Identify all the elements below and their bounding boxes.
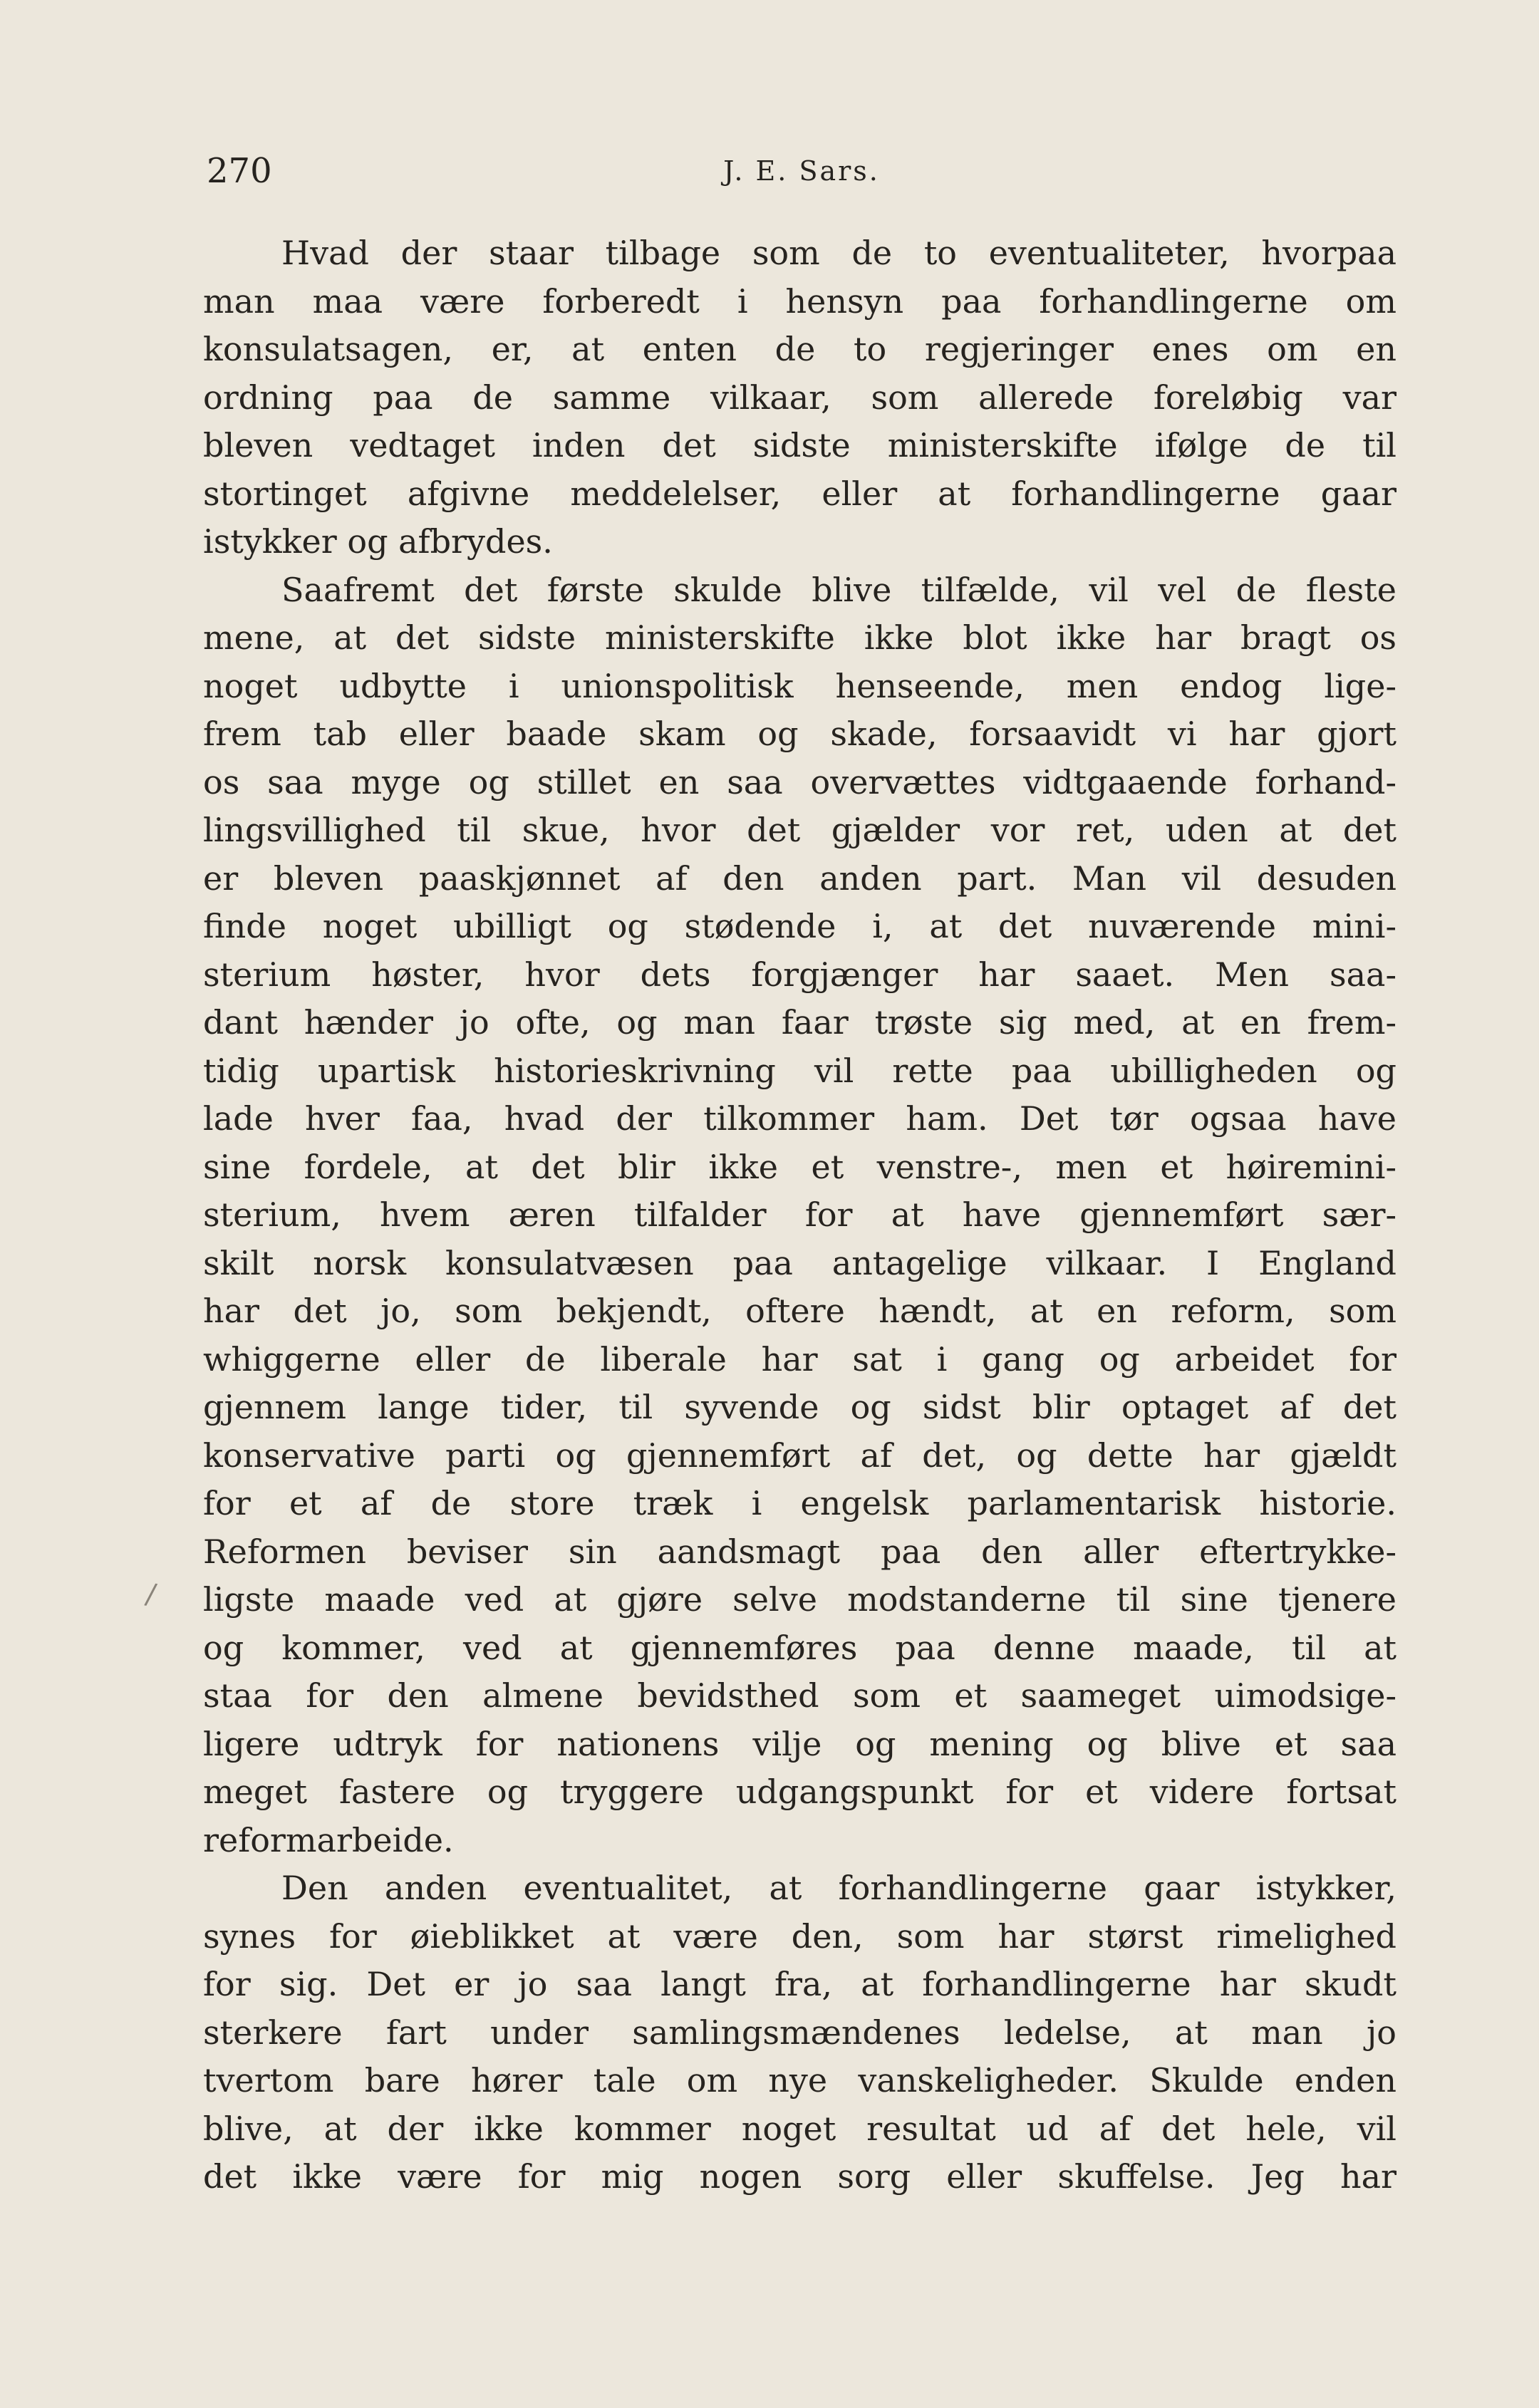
text-line: os saa myge og stillet en saa overvættes vidtgaaende forhand- (203, 762, 1396, 801)
text-line: blive, at der ikke kommer noget resultat ud af det hele, vil (203, 2109, 1396, 2148)
text-line: sterium, hvem æren tilfalder for at have gjennemført sær- (203, 1195, 1396, 1234)
text-line: det ikke være for mig nogen sorg eller skuffelse. Jeg har (203, 2157, 1396, 2196)
text-line: har det jo, som bekjendt, oftere hændt, at en reform, som (203, 1292, 1396, 1330)
text-line: for et af de store træk i engelsk parlamentarisk historie. (203, 1484, 1396, 1522)
running-head: J. E. Sars. (723, 155, 880, 187)
text-line: for sig. Det er jo saa langt fra, at forhandlingerne har skudt (203, 1965, 1396, 2003)
text-line: og kommer, ved at gjennemføres paa denne maade, til at (203, 1628, 1396, 1667)
text-line: lade hver faa, hvad der tilkommer ham. Det tør ogsaa have (203, 1099, 1396, 1138)
text-line: ligste maade ved at gjøre selve modstanderne til sine tjenere (203, 1580, 1396, 1619)
text-line: noget udbytte i unionspolitisk henseende, men endog lige- (203, 666, 1396, 705)
text-line: meget fastere og tryggere udgangspunkt for et videre fortsat (203, 1773, 1396, 1811)
text-line: ligere udtryk for nationens vilje og mening og blive et saa (203, 1724, 1396, 1763)
paragraph-2 (203, 566, 1396, 1865)
text-line: ordning paa de samme vilkaar, som allerede foreløbig var (203, 378, 1396, 417)
text-line: man maa være forberedt i hensyn paa forhandlingerne om (203, 281, 1396, 321)
text-line: frem tab eller baade skam og skade, forsaavidt vi har gjort (203, 715, 1396, 753)
text-line: dant hænder jo ofte, og man faar trøste sig med, at en frem- (203, 1003, 1396, 1042)
margin-pencil-mark: / (143, 1577, 159, 1612)
text-line: sterium høster, hvor dets forgjænger har saaet. Men saa- (203, 955, 1396, 994)
text-line: synes for øieblikket at være den, som har størst rimelighed (203, 1916, 1396, 1956)
text-line: gjennem lange tider, til syvende og sidst blir optaget af det (203, 1388, 1396, 1426)
text-line: konsulatsagen, er, at enten de to regjeringer enes om en (203, 330, 1396, 368)
text-line: tidig upartisk historieskrivning vil rette paa ubilligheden og (203, 1051, 1396, 1090)
paragraph-1 (203, 229, 1396, 566)
text-line: Reformen beviser sin aandsmagt paa den aller eftertrykke- (203, 1532, 1396, 1571)
text-line: istykker og afbrydes. (203, 522, 553, 561)
text-line: skilt norsk konsulatvæsen paa antagelige vilkaar. I England (203, 1243, 1396, 1282)
text-line: bleven vedtaget inden det sidste ministerskifte ifølge de til (203, 426, 1396, 465)
text-line: mene, at det sidste ministerskifte ikke blot ikke har bragt os (203, 618, 1396, 657)
text-line: sterkere fart under samlingsmændenes ledelse, at man jo (203, 2013, 1396, 2052)
text-line: Den anden eventualitet, at forhandlingerne gaar istykker, (281, 1869, 1396, 1907)
text-line: whiggerne eller de liberale har sat i gang og arbeidet for (203, 1339, 1396, 1379)
text-line: er bleven paaskjønnet af den anden part. Man vil desuden (203, 858, 1396, 898)
text-line: Saafremt det første skulde blive tilfælde, vil vel de fleste (281, 570, 1396, 609)
text-line: stortinget afgivne meddelelser, eller at forhandlingerne gaar (203, 474, 1396, 513)
text-line: finde noget ubilligt og stødende i, at det nuværende mini- (203, 907, 1396, 945)
page-header (207, 146, 1396, 196)
text-line: sine fordele, at det blir ikke et venstre-, men et høiremini- (203, 1147, 1396, 1186)
page-number: 270 (207, 151, 272, 191)
text-line: konservative parti og gjennemført af det, og dette har gjældt (203, 1436, 1396, 1475)
text-line: staa for den almene bevidsthed som et saameget uimodsige- (203, 1676, 1396, 1715)
text-line: lingsvillighed til skue, hvor det gjælder vor ret, uden at det (203, 811, 1396, 849)
body-text (203, 229, 1396, 2201)
text-line: Hvad der staar tilbage som de to eventualiteter, hvorpaa (281, 234, 1396, 272)
text-line: reformarbeide. (203, 1820, 454, 1859)
paragraph-3 (203, 1864, 1396, 2201)
text-line: tvertom bare hører tale om nye vanskeligheder. Skulde enden (203, 2061, 1396, 2100)
